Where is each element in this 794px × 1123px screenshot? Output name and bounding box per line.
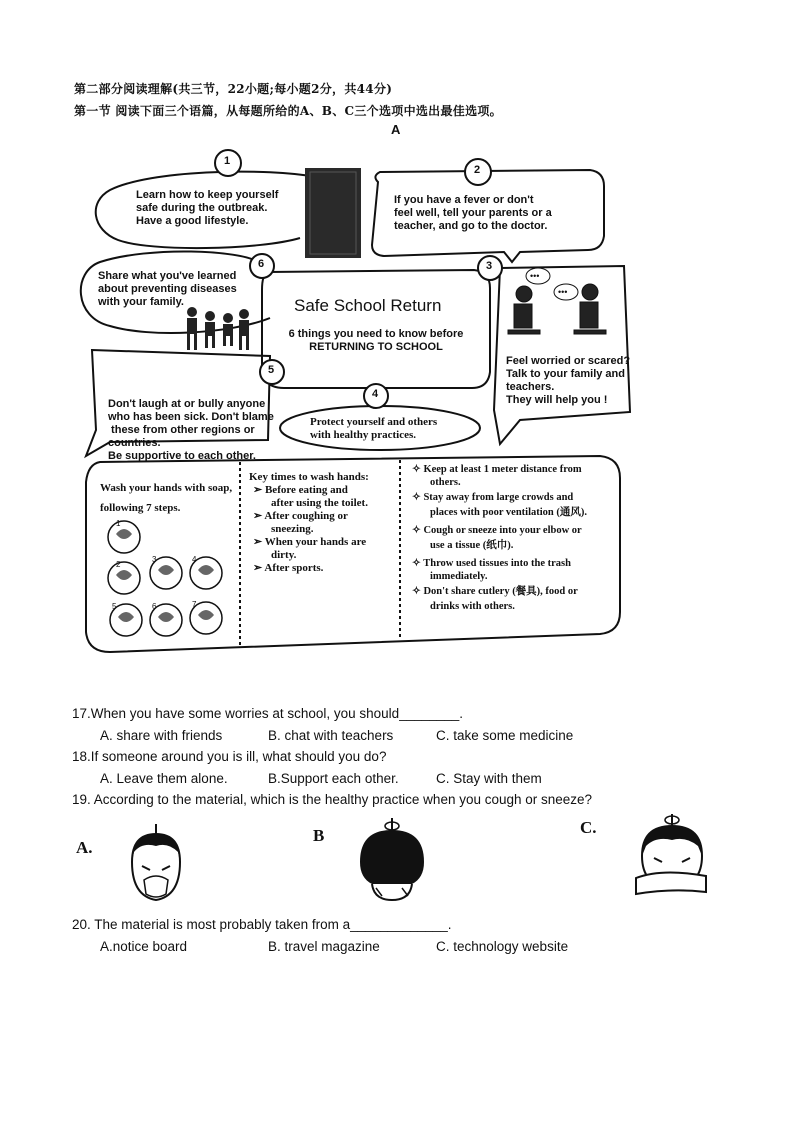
- tip2-text: If you have a fever or don't feel well, tell your parents or a teacher, and go to the doctor.: [394, 194, 552, 232]
- q19-option-c-image[interactable]: [632, 812, 712, 902]
- tip6-number: 6: [258, 258, 265, 270]
- svg-text:•••: •••: [530, 271, 540, 281]
- step-number: 2: [116, 560, 121, 569]
- tip5-text: Don't laugh at or bully anyone who has been sick. Don't blame these from other regions or countries. Be supportive to each other.: [108, 398, 274, 462]
- practice-item: ✧ Throw used tissues into the trash immediately.: [412, 558, 571, 582]
- tip6-text: Share what you've learned about preventing diseases with your family.: [98, 270, 237, 308]
- q17-option-a[interactable]: A. share with friends: [100, 728, 223, 743]
- step-number: 4: [192, 555, 197, 564]
- q19-option-a-label[interactable]: A.: [76, 838, 93, 857]
- tip2-number: 2: [474, 164, 481, 176]
- wash-hands-text: Wash your hands with soap, following 7 steps.: [100, 482, 233, 514]
- question-17: 17.When you have some worries at school, you should________.: [72, 706, 464, 721]
- tip4-text: Protect yourself and others with healthy practices.: [310, 416, 438, 441]
- q17-option-b[interactable]: B. chat with teachers: [268, 728, 394, 743]
- q20-option-c[interactable]: C. technology website: [436, 939, 569, 954]
- practice-item: ✧ Keep at least 1 meter distance from others.: [412, 464, 582, 488]
- step-number: 3: [152, 555, 157, 564]
- step-number: 5: [112, 602, 117, 611]
- tip1-number: 1: [224, 155, 231, 167]
- passage-label: A: [391, 122, 401, 137]
- practices-list: [412, 463, 587, 616]
- practice-item: ✧ Don't share cutlery (餐具), food or drinks with others.: [412, 586, 578, 612]
- q20-option-a[interactable]: A.notice board: [100, 939, 188, 954]
- step-number: 7: [192, 600, 197, 609]
- tip3-text: Feel worried or scared? Talk to your family and teachers. They will help you !: [506, 355, 631, 406]
- door-image: [305, 168, 361, 258]
- practice-item: ✧ Stay away from large crowds and places with poor ventilation (通风).: [412, 492, 588, 518]
- step-number: 1: [116, 519, 121, 528]
- q18-option-c[interactable]: C. Stay with them: [436, 771, 542, 786]
- q19-option-a-image[interactable]: [118, 822, 194, 908]
- key-times-title: Key times to wash hands:: [249, 471, 369, 483]
- question-19: 19. According to the material, which is the healthy practice when you cough or sneeze?: [72, 792, 593, 807]
- poster-title: Safe School Return: [294, 296, 442, 315]
- tip5-number: 5: [268, 364, 275, 376]
- q18-option-b[interactable]: B.Support each other.: [268, 771, 399, 786]
- practice-item: ✧ Cough or sneeze into your elbow or use a tissue (纸巾).: [412, 525, 582, 551]
- q18-option-a[interactable]: A. Leave them alone.: [100, 771, 228, 786]
- tip1-text: Learn how to keep yourself safe during the outbreak. Have a good lifestyle.: [136, 189, 279, 227]
- poster-subtitle: 6 things you need to know before RETURNING TO SCHOOL: [288, 328, 464, 353]
- q19-option-b-label[interactable]: B: [313, 826, 325, 845]
- section-instruction: 第一节 阅读下面三个语篇，从每题所给的A、B、C三个选项中选出最佳选项。: [74, 104, 502, 118]
- step-number: 6: [152, 602, 157, 611]
- tip3-number: 3: [486, 260, 493, 272]
- talking-people-image: [508, 268, 606, 334]
- section-title: 第二部分阅读理解(共三节，22小题;每小题2分，共44分): [74, 82, 393, 96]
- q20-option-b[interactable]: B. travel magazine: [268, 939, 380, 954]
- question-20: 20. The material is most probably taken from a_____________.: [72, 917, 452, 932]
- q17-option-c[interactable]: C. take some medicine: [436, 728, 574, 743]
- q19-option-c-label[interactable]: C.: [580, 818, 597, 837]
- tip4-number: 4: [372, 388, 379, 400]
- question-18: 18.If someone around you is ill, what should you do?: [72, 749, 387, 764]
- q19-option-b-image[interactable]: [352, 816, 432, 906]
- family-image: [187, 307, 249, 350]
- svg-text:•••: •••: [558, 287, 568, 297]
- key-times-list: Key times to wash hands: ➢ Before eating and after using the toilet. ➢ After coughing or sneezing. ➢ When your hands are dirty. ➢ After sports.: [249, 471, 369, 574]
